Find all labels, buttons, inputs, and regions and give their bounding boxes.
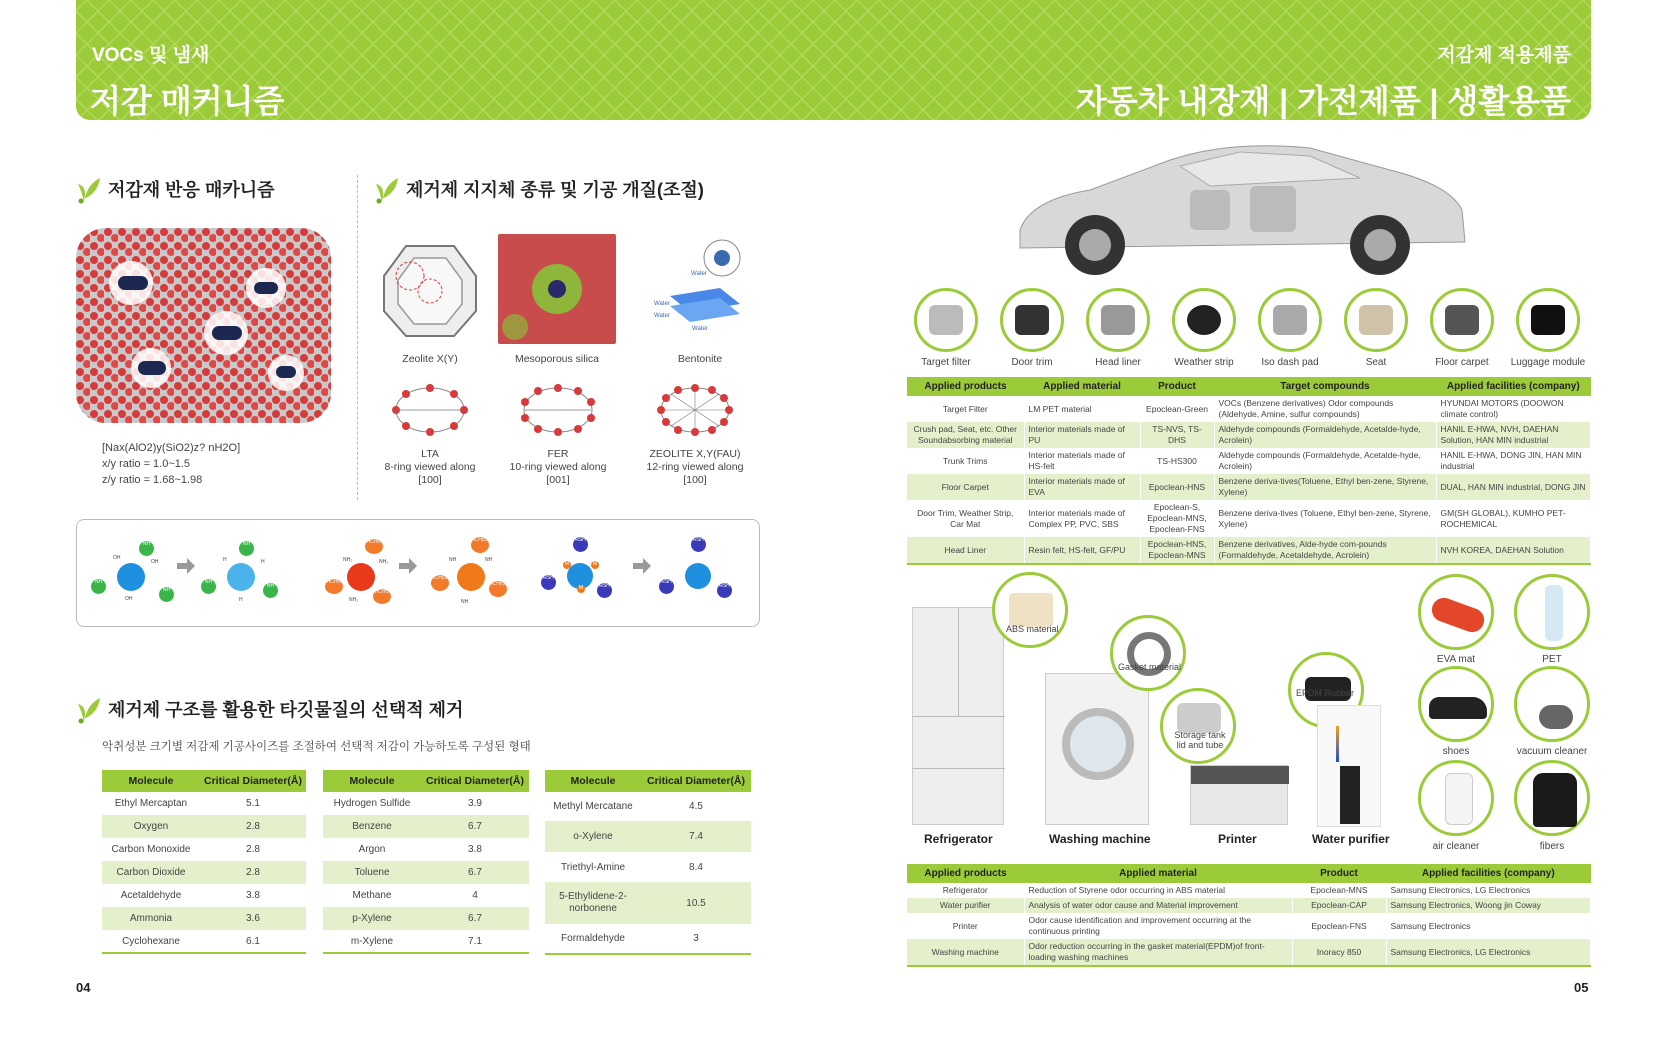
nh-tag: [91, 579, 106, 594]
cell-diameter: 6.7: [421, 815, 529, 838]
tag-text: NH: [242, 541, 251, 547]
table-row: [323, 815, 529, 838]
cell-diameter: 4.5: [641, 792, 751, 821]
water-purifier-image: [1317, 705, 1381, 827]
tag-text: M: [592, 561, 598, 567]
car-part-label: Head liner: [1095, 357, 1141, 368]
tag-text: M: [564, 561, 570, 567]
cell-target: Aldehyde compounds (Formaldehyde, Acetalde-hyde, Acrolein): [1214, 422, 1436, 448]
cell-diameter: 10.5: [641, 882, 751, 924]
shoes-image: [1418, 666, 1494, 742]
hchoh-tag: [471, 537, 493, 553]
cell-product-name: Epoclean-S, Epoclean-MNS, Epoclean-FNS: [1140, 500, 1214, 537]
nh-tag: [201, 579, 216, 594]
table-row: [323, 792, 529, 815]
vacuum-cleaner-image: [1514, 666, 1590, 742]
table-row: [102, 884, 306, 907]
metal-tag: [563, 561, 571, 569]
tag-text: RSH: [575, 537, 586, 543]
cell-molecule: Acetaldehyde: [102, 884, 200, 907]
cell-molecule: Toluene: [323, 861, 421, 884]
table-header: Applied facilities (company): [1386, 864, 1591, 883]
table-row: [907, 939, 1591, 966]
tag-text: HCH(OH): [431, 575, 453, 581]
page-number-left: 04: [76, 980, 91, 995]
cell-target: Benzene derivatives, Alde-hyde com-pounds (Formaldehyde, Acetaldehyde, Acrolein): [1214, 537, 1436, 564]
lta-name: LTA: [421, 448, 439, 460]
nh-tag: [159, 587, 174, 602]
cell-product: Printer: [907, 913, 1024, 939]
tag-text: HCHO: [326, 579, 342, 585]
car-application-table: [907, 377, 1591, 565]
cell-company: Samsung Electronics, Woong jin Coway: [1386, 898, 1591, 913]
refrigerator-label: Refrigerator: [924, 832, 993, 846]
car-part-label: Door trim: [1011, 357, 1053, 368]
section-title-selective: [76, 694, 463, 724]
hcho-tag: [325, 579, 343, 594]
table-row: [545, 882, 751, 924]
table-row: [907, 448, 1591, 474]
cell-material: Odor cause identification and improvement occurring at the continuous printing: [1024, 913, 1292, 939]
table-row: [907, 396, 1591, 422]
cell-product-name: Epoclean-Green: [1140, 396, 1214, 422]
tag-text: RSH: [661, 579, 672, 585]
section-title-support: [374, 174, 704, 204]
table-header: Product: [1140, 377, 1214, 396]
appliance-application-table: [907, 864, 1591, 967]
caption-fau: [635, 448, 755, 487]
zeolite-structure-image: [76, 228, 331, 423]
tag-text: NH: [162, 587, 171, 593]
table-row: [102, 930, 306, 953]
fau-name: ZEOLITE X,Y(FAU): [649, 448, 741, 460]
cell-diameter: 8.4: [641, 852, 751, 882]
adsorbent-ball: [347, 563, 375, 591]
cell-target: Aldehyde compounds (Formaldehyde, Acetalde-hyde, Acrolein): [1214, 448, 1436, 474]
gasket-material-image: [1110, 615, 1186, 691]
cell-molecule: Triethyl-Amine: [545, 852, 641, 882]
table-header: Applied products: [907, 377, 1024, 396]
oh-label: OH: [113, 555, 121, 561]
adsorbent-ball-reacted: [457, 563, 485, 591]
washing-machine-image: [1045, 673, 1149, 825]
cell-product: Floor Carpet: [907, 474, 1024, 500]
table-row: [907, 422, 1591, 448]
cell-product: Water purifier: [907, 898, 1024, 913]
rsh-tag: [597, 583, 612, 598]
cell-molecule: p-Xylene: [323, 907, 421, 930]
table-row: [102, 907, 306, 930]
bentonite-water-label: Water: [654, 301, 670, 307]
selective-note: 악취성분 크기별 저감제 기공사이즈를 조절하여 선택적 저감이 가능하도록 구성된 형태: [102, 741, 531, 753]
oh-label: OH: [125, 596, 133, 602]
nh2-label: NH₂: [349, 597, 359, 603]
cell-molecule: Argon: [323, 838, 421, 861]
life-product-label: air cleaner: [1432, 841, 1480, 852]
car-part-seat-image: [1344, 288, 1408, 352]
table-header: Critical Diameter(Å): [641, 770, 751, 792]
hchoh-tag: [431, 575, 453, 591]
table-row: [907, 883, 1591, 898]
life-product-label: fibers: [1539, 841, 1565, 852]
formula-line-3: z/y ratio = 1.68~1.98: [102, 474, 203, 486]
adsorbent-ball: [117, 563, 145, 591]
cell-product: Trunk Trims: [907, 448, 1024, 474]
fibers-image: [1514, 760, 1590, 836]
table-row: [907, 913, 1591, 939]
table-row: [907, 500, 1591, 537]
cell-company: GM(SH GLOBAL), KUMHO PET-ROCHEMICAL: [1436, 500, 1591, 537]
car-part-label: Target filter: [921, 357, 971, 368]
table-row: [323, 884, 529, 907]
lta-ring-image: [390, 382, 470, 438]
nh-label: NH: [485, 557, 493, 563]
cell-product: Crush pad, Seat, etc. Other Soundabsorbing material: [907, 422, 1024, 448]
cell-company: HYUNDAI MOTORS (DOOWON climate control): [1436, 396, 1591, 422]
table-row: [545, 852, 751, 882]
car-part-label: Floor carpet: [1435, 357, 1489, 368]
nh2-label: NH₂: [379, 559, 389, 565]
cell-product-name: Epoclean-HNS, Epoclean-MNS: [1140, 537, 1214, 564]
car-part-door-trim-image: [1000, 288, 1064, 352]
formula-line-1: [Nax(AlO2)y(SiO2)z? nH2O]: [102, 442, 241, 454]
hcho-tag: [365, 539, 383, 554]
mesoporous-silica-image: [498, 234, 616, 344]
table-row: [545, 821, 751, 852]
cell-diameter: 7.4: [641, 821, 751, 852]
tag-text: RSH: [693, 537, 704, 543]
rsh-tag: [541, 575, 556, 590]
car-cutaway-image: [1010, 130, 1470, 280]
nh-tag: [263, 583, 278, 598]
table-header: Applied material: [1024, 377, 1140, 396]
cell-company: HANIL E-HWA, NVH, DAEHAN Solution, HAN MIN industrial: [1436, 422, 1591, 448]
table-row: [102, 815, 306, 838]
zeolite-formula: [102, 440, 240, 488]
h-label: H: [239, 597, 243, 603]
pet-image: [1514, 574, 1590, 650]
cell-material: Resin felt, HS-felt, GF/PU: [1024, 537, 1140, 564]
car-part-luggage-module-image: [1516, 288, 1580, 352]
cell-molecule: m-Xylene: [323, 930, 421, 953]
cell-diameter: 2.8: [200, 861, 306, 884]
fer-index: [001]: [546, 474, 570, 486]
table-row: [545, 924, 751, 954]
banner-right-title: 자동차 내장재 | 가전제품 | 생활용품: [1075, 83, 1571, 119]
cell-product-name: Epoclean-HNS: [1140, 474, 1214, 500]
rsh-tag: [691, 537, 706, 552]
selective-title-text: 제거제 구조를 활용한 타깃물질의 선택적 제거: [108, 700, 464, 720]
rsh-tag: [659, 579, 674, 594]
nh-tag: [239, 541, 254, 556]
tag-text: HCHO: [374, 589, 390, 595]
arrow-right-icon: [177, 558, 195, 574]
cell-molecule: Formaldehyde: [545, 924, 641, 954]
cell-molecule: Oxygen: [102, 815, 200, 838]
car-part-label: Luggage module: [1510, 357, 1586, 368]
table-row: [323, 861, 529, 884]
cell-material: Interior materials made of PU: [1024, 422, 1140, 448]
reaction-diagram-box: [76, 519, 760, 627]
cell-material: Reduction of Styrene odor occurring in ABS material: [1024, 883, 1292, 898]
table-row: [907, 474, 1591, 500]
table-header: Critical Diameter(Å): [200, 770, 306, 792]
tag-text: NH: [204, 579, 213, 585]
tag-text: RSH: [543, 575, 554, 581]
fau-index: [100]: [683, 474, 707, 486]
oh-label: OH: [151, 559, 159, 565]
metal-tag: [591, 561, 599, 569]
table-header: Applied products: [907, 864, 1024, 883]
air-cleaner-image: [1418, 760, 1494, 836]
table-header: Product: [1292, 864, 1386, 883]
table-row: [102, 838, 306, 861]
table-row: [907, 537, 1591, 564]
table-header: Target compounds: [1214, 377, 1436, 396]
formula-line-2: x/y ratio = 1.0~1.5: [102, 458, 191, 470]
abs-material-image: [992, 572, 1068, 648]
caption-fer: [498, 448, 618, 487]
h-label: H: [223, 557, 227, 563]
leaf-icon: [374, 174, 400, 204]
car-part-floor-carpet-image: [1430, 288, 1494, 352]
cell-diameter: 3.8: [200, 884, 306, 907]
cell-material: Interior materials made of HS-felt: [1024, 448, 1140, 474]
cell-product: Washing machine: [907, 939, 1024, 966]
abs-material-label: ABS material: [1006, 624, 1059, 634]
fau-desc: 12-ring viewed along: [646, 461, 744, 473]
storage-tank-image: [1160, 688, 1236, 764]
cell-product-name: Epoclean-FNS: [1292, 913, 1386, 939]
washing-machine-label: Washing machine: [1049, 832, 1151, 846]
car-part-head-liner-image: [1086, 288, 1150, 352]
cell-molecule: Carbon Dioxide: [102, 861, 200, 884]
divider-line: [357, 175, 358, 500]
tag-text: NH: [94, 579, 103, 585]
cell-diameter: 6.7: [421, 907, 529, 930]
refrigerator-image: [912, 607, 1004, 825]
fer-desc: 10-ring viewed along: [509, 461, 607, 473]
cell-molecule: Benzene: [323, 815, 421, 838]
caption-lta: [370, 448, 490, 487]
gasket-material-label: Gasket material: [1118, 662, 1182, 672]
cell-diameter: 3.9: [421, 792, 529, 815]
fer-ring-image: [518, 382, 598, 438]
banner-right-small: 저감제 적용제품: [1437, 45, 1571, 66]
header-banner: [76, 0, 1591, 120]
cell-product-name: Epoclean-MNS: [1292, 883, 1386, 898]
table-row: [907, 898, 1591, 913]
cell-company: DUAL, HAN MIN industrial, DONG JIN: [1436, 474, 1591, 500]
cell-diameter: 2.8: [200, 815, 306, 838]
molecule-table-3: [545, 770, 751, 955]
bentonite-image: [650, 236, 750, 336]
tag-text: M: [578, 585, 584, 591]
tag-text: HCH(OH): [489, 581, 511, 587]
fau-ring-image: [655, 382, 735, 438]
printer-label: Printer: [1218, 832, 1257, 846]
life-product-label: vacuum cleaner: [1516, 746, 1588, 757]
arrow-right-icon: [633, 558, 651, 574]
banner-left-small: VOCs 및 냄새: [92, 45, 210, 66]
car-part-weather-strip-image: [1172, 288, 1236, 352]
cell-material: Odor reduction occurring in the gasket material(EPDM)of front-loading washing machines: [1024, 939, 1292, 966]
table-header: Applied material: [1024, 864, 1292, 883]
cell-product: Head Liner: [907, 537, 1024, 564]
adsorbent-ball-reacted: [227, 563, 255, 591]
tag-text: RSH: [599, 583, 610, 589]
bentonite-water-label: Water: [692, 326, 708, 332]
support-title-text: 제거제 지지체 종류 및 기공 개질(조절): [406, 180, 704, 200]
cell-diameter: 2.8: [200, 838, 306, 861]
molecule-table-1: [102, 770, 306, 954]
table-header: Critical Diameter(Å): [421, 770, 529, 792]
cell-material: Interior materials made of EVA: [1024, 474, 1140, 500]
hchoh-tag: [489, 581, 511, 597]
cell-molecule: 5-Ethylidene-2-norbonene: [545, 882, 641, 924]
tag-text: HCHO: [366, 539, 382, 545]
caption-zeolite: Zeolite X(Y): [402, 353, 458, 365]
storage-tank-label: Storage tank lid and tube: [1174, 730, 1226, 750]
bentonite-water-label: Water: [654, 313, 670, 319]
zeolite-xy-image: [376, 236, 484, 346]
hcho-tag: [373, 589, 391, 604]
cell-product: Door Trim, Weather Strip, Car Mat: [907, 500, 1024, 537]
adsorbent-ball-reacted: [685, 563, 711, 589]
cell-company: Samsung Electronics, LG Electronics: [1386, 883, 1591, 898]
cell-diameter: 5.1: [200, 792, 306, 815]
car-part-iso-dash-pad-image: [1258, 288, 1322, 352]
cell-product-name: TS-NVS, TS-DHS: [1140, 422, 1214, 448]
mechanism-title-text: 저감재 반응 매카니즘: [108, 180, 275, 200]
cell-company: HANIL E-HWA, DONG JIN, HAN MIN industrial: [1436, 448, 1591, 474]
life-product-label: PET: [1542, 654, 1562, 665]
arrow-right-icon: [399, 558, 417, 574]
life-product-label: shoes: [1442, 746, 1470, 757]
molecule-table-2: [323, 770, 529, 954]
leaf-icon: [76, 694, 102, 724]
nh-label: NH: [461, 599, 469, 605]
nh-tag: [139, 541, 154, 556]
cell-target: Benzene deriva-tives (Toluene, Ethyl ben-zene, Styrene, Xylene): [1214, 500, 1436, 537]
cell-diameter: 6.7: [421, 861, 529, 884]
car-part-label: Seat: [1365, 357, 1387, 368]
epdm-rubber-label: EPDM Rubber: [1296, 688, 1355, 698]
table-header: Molecule: [323, 770, 421, 792]
cell-material: Interior materials made of Complex PP, PVC, SBS: [1024, 500, 1140, 537]
tag-text: NH: [142, 541, 151, 547]
table-header: Molecule: [102, 770, 200, 792]
water-purifier-label: Water purifier: [1312, 832, 1390, 846]
caption-bentonite: Bentonite: [677, 353, 723, 365]
table-header: Applied facilities (company): [1436, 377, 1591, 396]
table-row: [323, 930, 529, 953]
cell-target: VOCs (Benzene derivatives) Odor compounds (Aldehyde, Amine, sulfur compounds): [1214, 396, 1436, 422]
cell-molecule: Hydrogen Sulfide: [323, 792, 421, 815]
fer-name: FER: [547, 448, 569, 460]
printer-image: [1190, 765, 1288, 825]
nh-label: NH: [449, 557, 457, 563]
tag-text: HCH(OH): [471, 537, 493, 543]
cell-product-name: TS-HS300: [1140, 448, 1214, 474]
tag-text: RSH: [719, 583, 730, 589]
cell-diameter: 4: [421, 884, 529, 907]
cell-molecule: Methane: [323, 884, 421, 907]
eva-mat-image: [1418, 574, 1494, 650]
table-row: [323, 838, 529, 861]
cell-molecule: Cyclohexane: [102, 930, 200, 953]
table-header: Molecule: [545, 770, 641, 792]
table-row: [102, 792, 306, 815]
life-product-label: EVA mat: [1436, 654, 1476, 665]
cell-diameter: 6.1: [200, 930, 306, 953]
lta-index: [100]: [418, 474, 442, 486]
table-row: [102, 861, 306, 884]
nh2-label: NH₂: [343, 557, 353, 563]
table-row: [323, 907, 529, 930]
cell-product: Refrigerator: [907, 883, 1024, 898]
section-title-mechanism: [76, 174, 275, 204]
leaf-icon: [76, 174, 102, 204]
car-part-target-filter-image: [914, 288, 978, 352]
rsh-tag: [573, 537, 588, 552]
cell-molecule: Ethyl Mercaptan: [102, 792, 200, 815]
cell-product: Target Filter: [907, 396, 1024, 422]
cell-material: Analysis of water odor cause and Material improvement: [1024, 898, 1292, 913]
cell-company: Samsung Electronics: [1386, 913, 1591, 939]
cell-material: LM PET material: [1024, 396, 1140, 422]
lta-desc: 8-ring viewed along: [384, 461, 476, 473]
cell-molecule: Methyl Mercatane: [545, 792, 641, 821]
car-part-label: Weather strip: [1174, 357, 1234, 368]
cell-company: NVH KOREA, DAEHAN Solution: [1436, 537, 1591, 564]
page-number-right: 05: [1574, 980, 1589, 995]
car-part-label: Iso dash pad: [1261, 357, 1319, 368]
cell-product-name: Inoracy 850: [1292, 939, 1386, 966]
metal-tag: [577, 585, 585, 593]
cell-diameter: 3.6: [200, 907, 306, 930]
rsh-tag: [717, 583, 732, 598]
cell-company: Samsung Electronics, LG Electronics: [1386, 939, 1591, 966]
h-label: H: [261, 559, 265, 565]
cell-molecule: Ammonia: [102, 907, 200, 930]
caption-mesoporous: Mesoporous silica: [514, 353, 600, 365]
cell-diameter: 7.1: [421, 930, 529, 953]
banner-left-title: 저감 매커니즘: [90, 83, 285, 119]
bentonite-water-label: Water: [691, 271, 707, 277]
cell-diameter: 3: [641, 924, 751, 954]
cell-target: Benzene deriva-tives(Toluene, Ethyl ben-zene, Styrene, Xylene): [1214, 474, 1436, 500]
cell-molecule: Carbon Monoxide: [102, 838, 200, 861]
cell-molecule: o-Xylene: [545, 821, 641, 852]
table-row: [545, 792, 751, 821]
cell-product-name: Epoclean-CAP: [1292, 898, 1386, 913]
cell-diameter: 3.8: [421, 838, 529, 861]
tag-text: NH: [266, 583, 275, 589]
